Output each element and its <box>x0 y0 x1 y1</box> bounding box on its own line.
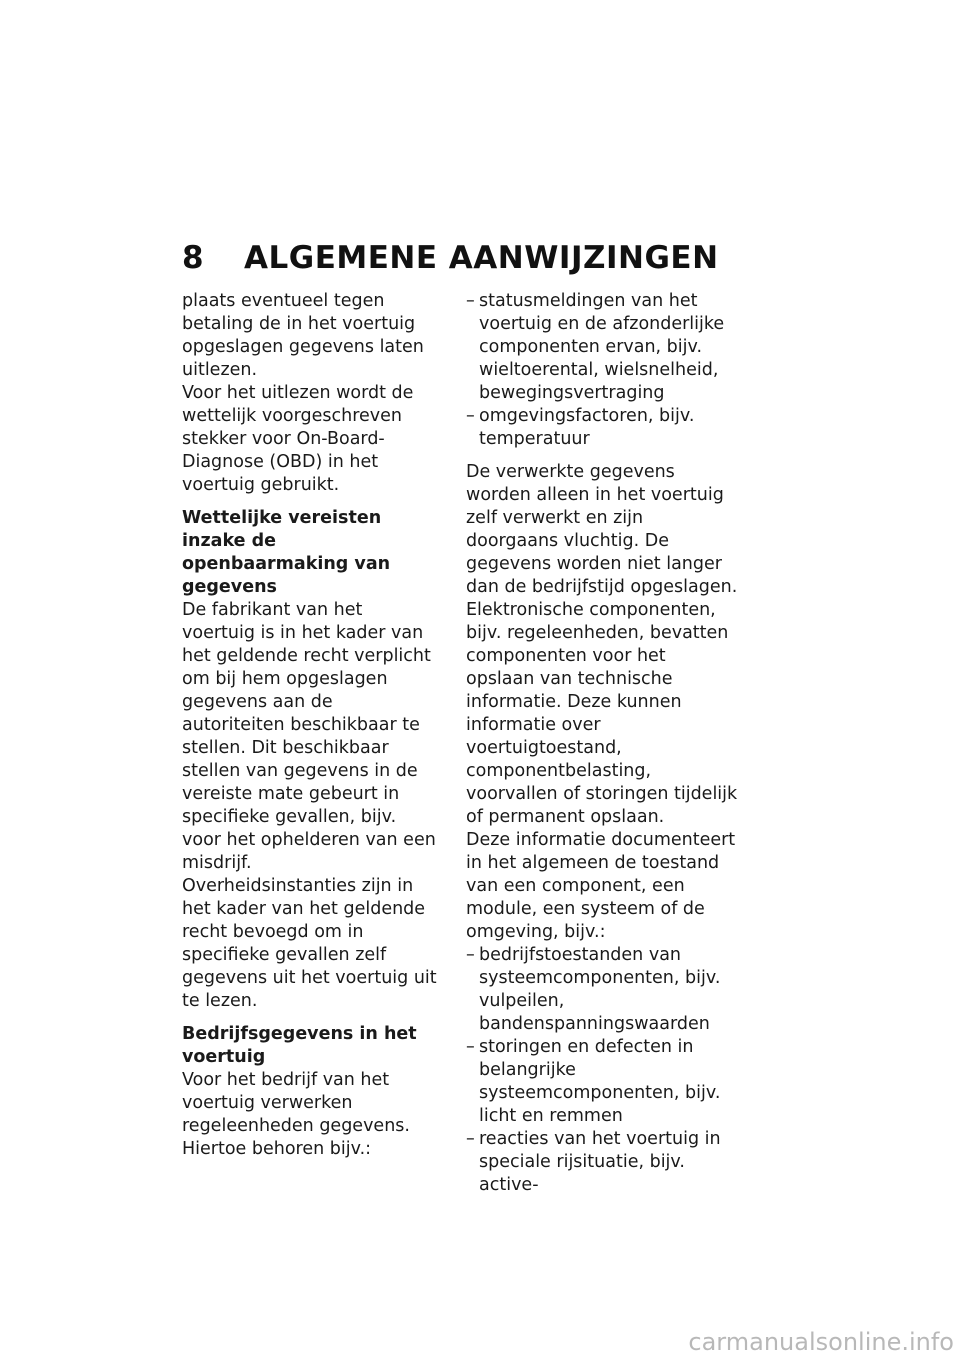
body-paragraph: De verwerkte gegevens worden alleen in het voertuig zelf verwerkt en zijn doorgaans vluchtig. De gegevens worden niet langer dan de bedrijfstijd opgeslagen. <box>466 462 738 597</box>
watermark-text: carmanualsonline.info <box>688 1328 954 1356</box>
left-column <box>182 290 440 1161</box>
body-paragraph: De fabrikant van het voertuig is in het kader van het geldende recht verplicht om bij hem opgeslagen gegevens aan de autoriteiten beschikbaar te stellen. Dit beschikbaar stellen van gegevens in de vereiste mate gebeurt in specifieke gevallen, bijv. voor het ophelderen van een misdrijf. <box>182 600 436 873</box>
section-heading: Bedrijfsgegevens in het voertuig <box>182 1024 417 1067</box>
body-paragraph: Voor het uitlezen wordt de wettelijk voorgeschreven stekker voor On-Board-Diagnose (OBD) in het voertuig gebruikt. <box>182 383 414 495</box>
body-paragraph: plaats eventueel tegen betaling de in het voertuig opgeslagen gegevens laten uitlezen. <box>182 291 424 380</box>
list-item: – storingen en defecten in belangrijke systeemcomponenten, bijv. licht en remmen <box>466 1036 738 1128</box>
body-paragraph: Overheidsinstanties zijn in het kader van het geldende recht bevoegd om in specifieke gevallen zelf gegevens uit het voertuig uit te lezen. <box>182 876 437 1011</box>
bullet-list <box>466 944 738 1197</box>
section-heading: Wettelijke vereisten inzake de openbaarmaking van gegevens <box>182 508 391 597</box>
body-paragraph: Hiertoe behoren bijv.: <box>182 1139 372 1159</box>
chapter-title-text: ALGEMENE AANWIJZINGEN <box>244 240 719 276</box>
list-item: – statusmeldingen van het voertuig en de afzonderlijke componenten ervan, bijv. wieltoerental, wielsnelheid, bewegingsvertraging <box>466 290 738 405</box>
right-column <box>466 290 738 1197</box>
list-item: – reacties van het voertuig in speciale rijsituatie, bijv. active- <box>466 1128 738 1197</box>
list-item: – bedrijfstoestanden van systeemcomponenten, bijv. vulpeilen, bandenspanningswaarden <box>466 944 738 1036</box>
chapter-number: 8 <box>182 240 205 276</box>
body-paragraph: Voor het bedrijf van het voertuig verwerken regeleenheden gegevens. <box>182 1070 410 1136</box>
body-paragraph: Elektronische componenten, bijv. regeleenheden, bevatten componenten voor het opslaan van technische informatie. Deze kunnen informatie over voertuigtoestand, componentbelasting, voorvallen of storingen tijdelijk of permanent opslaan. <box>466 600 738 827</box>
body-paragraph: Deze informatie documenteert in het algemeen de toestand van een component, een module, een systeem of de omgeving, bijv.: <box>466 830 736 942</box>
chapter-title <box>182 240 719 276</box>
bullet-list <box>466 290 738 451</box>
list-item: – omgevingsfactoren, bijv. temperatuur <box>466 405 738 451</box>
